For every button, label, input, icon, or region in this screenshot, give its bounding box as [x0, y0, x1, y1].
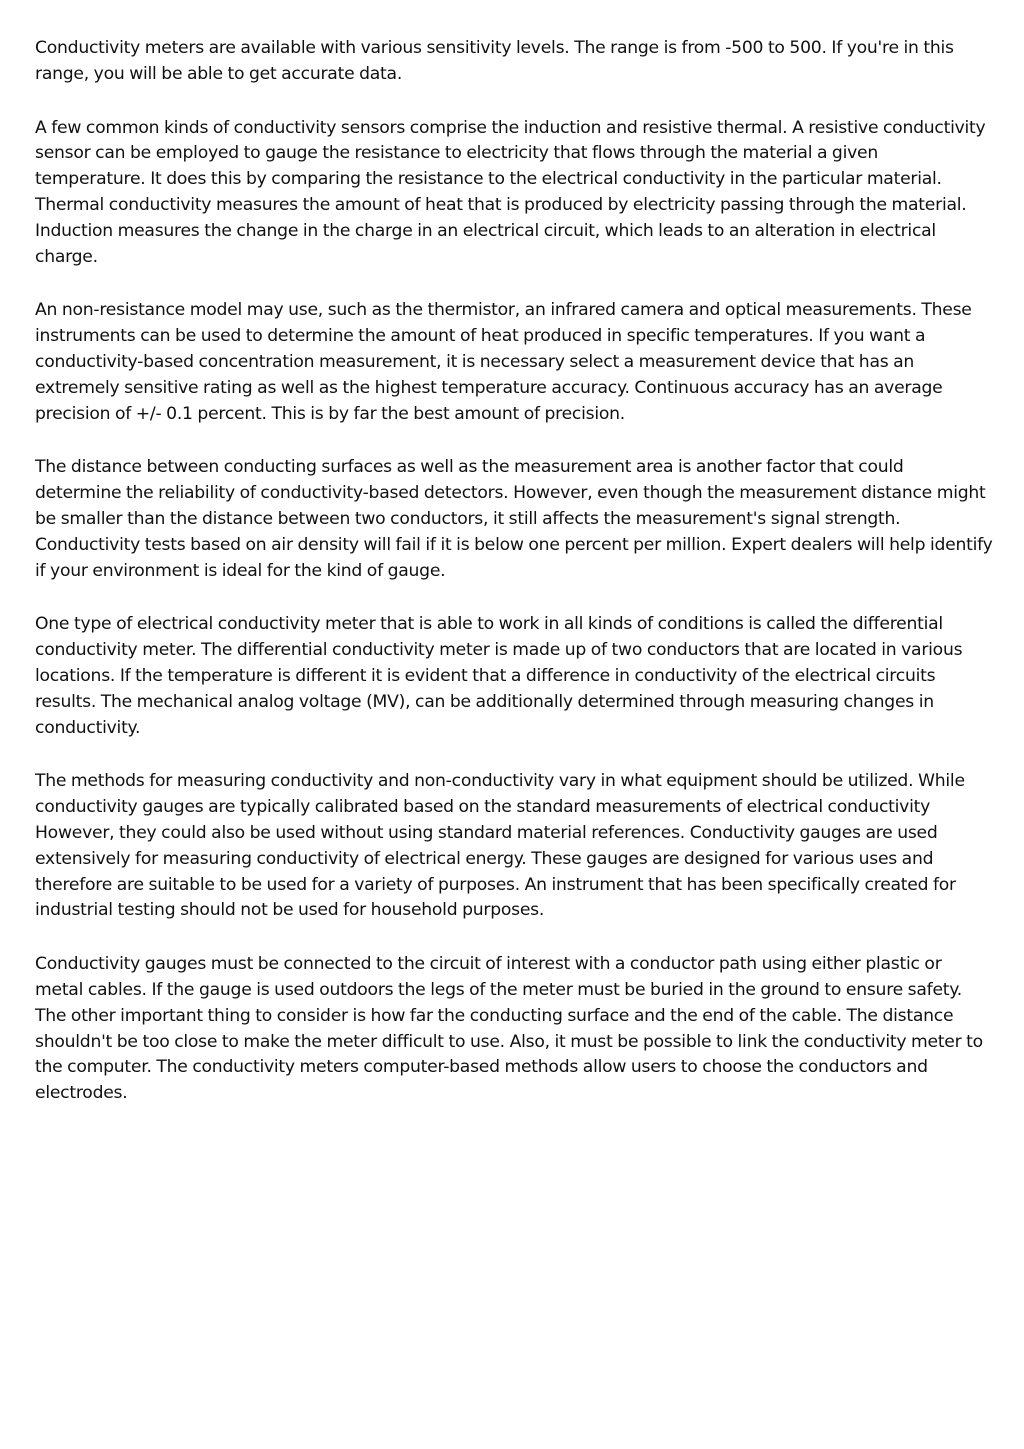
paragraph-7: Conductivity gauges must be connected to the circuit of interest with a conductor path using either plastic or metal cables. If the gauge is used outdoors the legs of the meter must be buried in the ground to ensure safety. The other important thing to consider is how far the conducting surface and the end of the cable. The distance shouldn't be too close to make the meter difficult to use. Also, it must be possible to link the conductivity meter to the computer. The conductivity meters computer-based methods allow users to choose the conductors and electrodes. — [35, 954, 983, 1104]
document-body — [35, 36, 993, 1135]
paragraph-6: The methods for measuring conductivity and non-conductivity vary in what equipment should be utilized. While conductivity gauges are typically calibrated based on the standard measurements of electrical conductivity However, they could also be used without using standard material references. Conductivity gauges are used extensively for measuring conductivity of electrical energy. These gauges are designed for various uses and therefore are suitable to be used for a variety of purposes. An instrument that has been specifically created for industrial testing should not be used for household purposes. — [35, 771, 965, 921]
paragraph-3: An non-resistance model may use, such as the thermistor, an infrared camera and optical measurements. These instruments can be used to determine the amount of heat produced in specific temperatures. If you want a conductivity-based concentration measurement, it is necessary select a measurement device that has an extremely sensitive rating as well as the highest temperature accuracy. Continuous accuracy has an average precision of +/- 0.1 percent. This is by far the best amount of precision. — [35, 300, 972, 424]
paragraph-4: The distance between conducting surfaces as well as the measurement area is another factor that could determine the reliability of conductivity-based detectors. However, even though the measurement distance might be smaller than the distance between two conductors, it still affects the measurement's signal strength. Conductivity tests based on air density will fail if it is below one percent per million. Expert dealers will help identify if your environment is ideal for the kind of gauge. — [35, 457, 993, 581]
paragraph-2: A few common kinds of conductivity sensors comprise the induction and resistive thermal. A resistive conductivity sensor can be employed to gauge the resistance to electricity that flows through the material a given temperature. It does this by comparing the resistance to the electrical conductivity in the particular material. Thermal conductivity measures the amount of heat that is produced by electricity passing through the material. Induction measures the change in the charge in an electrical circuit, which leads to an alteration in electrical charge. — [35, 117, 986, 267]
paragraph-1: Conductivity meters are available with various sensitivity levels. The range is from -500 to 500. If you're in this range, you will be able to get accurate data. — [35, 38, 954, 84]
paragraph-5: One type of electrical conductivity meter that is able to work in all kinds of conditions is called the differential conductivity meter. The differential conductivity meter is made up of two conductors that are located in various locations. If the temperature is different it is evident that a difference in conductivity of the electrical circuits results. The mechanical analog voltage (MV), can be additionally determined through measuring changes in conductivity. — [35, 614, 963, 738]
